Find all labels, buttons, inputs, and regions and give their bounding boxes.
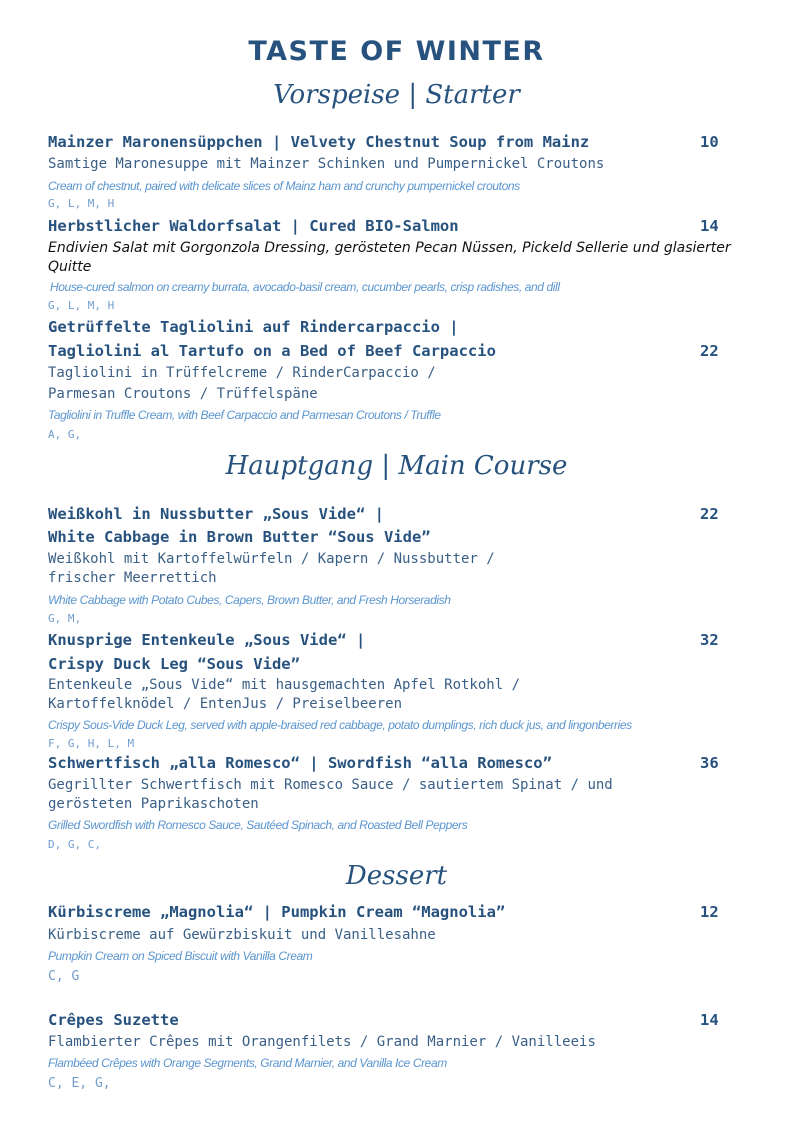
section-heading-dessert: Dessert <box>345 861 448 891</box>
dish-price: 10 <box>700 133 719 151</box>
dish-description-de: Kürbiscreme auf Gewürzbiskuit und Vanillesahne <box>48 927 436 943</box>
dish-price: 14 <box>700 217 719 235</box>
dish-description-de: Gegrillter Schwertfisch mit Romesco Sauce / sautiertem Spinat / und <box>48 777 613 793</box>
dish-description-de: gerösteten Paprikaschoten <box>48 796 259 812</box>
dish-name: Mainzer Maronensüppchen | Velvety Chestnut Soup from Mainz <box>48 133 590 151</box>
dish-name: Schwertfisch „alla Romesco“ | Swordfish “alla Romesco” <box>48 754 552 772</box>
dish-description-en: Crispy Sous-Vide Duck Leg, served with apple-braised red cabbage, potato dumplings, rich duck jus, and lingonberries <box>48 718 632 732</box>
dish-description-de: Flambierter Crêpes mit Orangenfilets / Grand Marnier / Vanilleeis <box>48 1034 596 1050</box>
dish-description-de: Weißkohl mit Kartoffelwürfeln / Kapern / Nussbutter / <box>48 551 495 567</box>
dish-name: Crispy Duck Leg “Sous Vide” <box>48 655 300 673</box>
section-heading-main: Hauptgang | Main Course <box>225 451 568 481</box>
dish-name: White Cabbage in Brown Butter “Sous Vide” <box>48 528 431 546</box>
dish-description-en: Grilled Swordfish with Romesco Sauce, Sautéed Spinach, and Roasted Bell Peppers <box>48 818 468 832</box>
dish-description-en: Pumpkin Cream on Spiced Biscuit with Vanilla Cream <box>48 949 313 963</box>
dish-allergens: D, G, C, <box>48 838 101 851</box>
menu-title: TASTE OF WINTER <box>248 36 545 67</box>
dish-name: Kürbiscreme „Magnolia“ | Pumpkin Cream “Magnolia” <box>48 903 506 921</box>
dish-price: 32 <box>700 631 719 649</box>
dish-description-en: Cream of chestnut, paired with delicate slices of Mainz ham and crunchy pumpernickel croutons <box>48 179 520 193</box>
dish-description-en: House-cured salmon on creamy burrata, avocado-basil cream, cucumber pearls, crisp radishes, and dill <box>50 280 560 294</box>
section-heading-starter: Vorspeise | Starter <box>273 80 520 110</box>
dish-price: 36 <box>700 754 719 772</box>
dish-description-de: Parmesan Croutons / Trüffelspäne <box>48 386 318 402</box>
dish-description-en: White Cabbage with Potato Cubes, Capers, Brown Butter, and Fresh Horseradish <box>48 593 451 607</box>
dish-allergens: G, M, <box>48 612 82 625</box>
dish-description-de: Endivien Salat mit Gorgonzola Dressing, gerösteten Pecan Nüssen, Pickeld Sellerie und glasierter Quitte <box>48 240 731 275</box>
dish-allergens: C, E, G, <box>48 1076 111 1091</box>
dish-allergens: G, L, M, H <box>48 299 115 312</box>
dish-allergens: C, G <box>48 969 80 984</box>
dish-description-en: Tagliolini in Truffle Cream, with Beef Carpaccio and Parmesan Croutons / Truffle <box>48 408 441 422</box>
dish-name: Tagliolini al Tartufo on a Bed of Beef Carpaccio <box>48 342 496 360</box>
dish-allergens: G, L, M, H <box>48 197 115 210</box>
dish-description-en: Flambéed Crêpes with Orange Segments, Grand Marnier, and Vanilla Ice Cream <box>48 1056 447 1070</box>
dish-price: 22 <box>700 342 719 360</box>
dish-name: Knusprige Entenkeule „Sous Vide“ | <box>48 631 366 649</box>
dish-price: 12 <box>700 903 719 921</box>
dish-name: Crêpes Suzette <box>48 1011 179 1029</box>
dish-allergens: A, G, <box>48 428 82 441</box>
dish-price: 14 <box>700 1011 719 1029</box>
dish-description-de: Entenkeule „Sous Vide“ mit hausgemachten Apfel Rotkohl / <box>48 677 521 693</box>
dish-description-de: Kartoffelknödel / EntenJus / Preiselbeeren <box>48 696 403 712</box>
dish-description-de: Samtige Maronesuppe mit Mainzer Schinken und Pumpernickel Croutons <box>48 156 605 172</box>
dish-name: Herbstlicher Waldorfsalat | Cured BIO-Salmon <box>48 217 459 235</box>
dish-name: Getrüffelte Tagliolini auf Rindercarpaccio | <box>48 318 459 336</box>
dish-allergens: F, G, H, L, M <box>48 737 135 750</box>
dish-price: 22 <box>700 505 719 523</box>
dish-name: Weißkohl in Nussbutter „Sous Vide“ | <box>48 505 384 523</box>
dish-description-de: frischer Meerrettich <box>48 570 217 586</box>
dish-description-de: Tagliolini in Trüffelcreme / RinderCarpaccio / <box>48 365 436 381</box>
